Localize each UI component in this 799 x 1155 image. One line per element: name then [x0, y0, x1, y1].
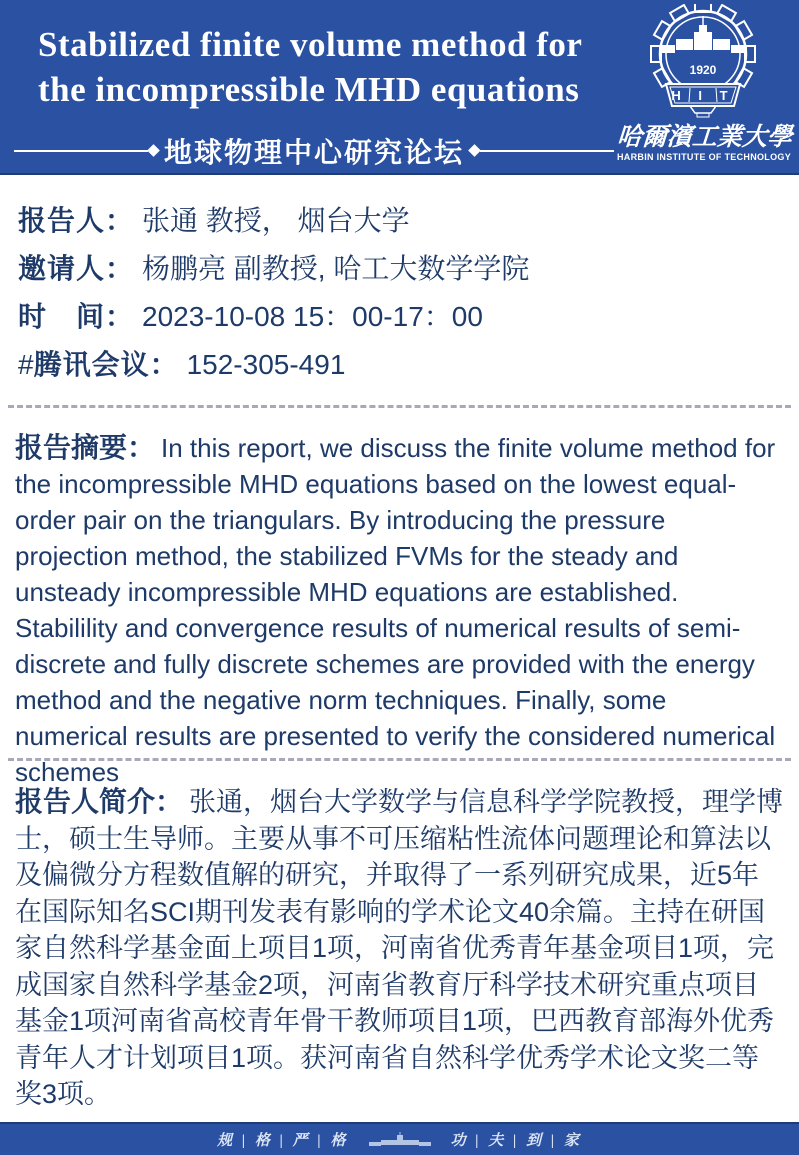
forum-banner: [14, 131, 614, 171]
divider-dashed-bottom: [8, 758, 791, 761]
motto-left: 规 | 格 | 严 | 格: [217, 1133, 349, 1149]
info-label: 腾讯会议：: [33, 349, 179, 380]
info-value: 2023-10-08 15：00-17：00: [142, 301, 483, 332]
footer-bar: [0, 1122, 799, 1155]
forum-rule-right: [480, 150, 614, 152]
logo-cn-name: 哈爾濱工業大學: [616, 124, 793, 151]
motto-right: 功 | 夫 | 到 | 家: [450, 1133, 582, 1149]
bio-label: 报告人简介：: [15, 786, 184, 817]
emblem-hit-text: H I T: [671, 88, 735, 103]
logo-en-name: HARBIN INSTITUTE OF TECHNOLOGY: [617, 152, 791, 162]
info-label: 时 间：: [18, 301, 135, 332]
info-label: 报告人：: [18, 205, 135, 236]
info-label: 邀请人：: [18, 253, 135, 284]
header-banner: [0, 0, 799, 175]
abstract-label: 报告摘要：: [15, 432, 156, 463]
info-row-speaker: [18, 201, 783, 241]
info-value: 张通 教授， 烟台大学: [142, 205, 410, 236]
emblem-year-text: 1920: [689, 63, 717, 77]
forum-rule-left: [14, 150, 148, 152]
info-row-time: [18, 297, 783, 337]
info-row-meeting: [18, 345, 783, 385]
abstract-text: In this report, we discuss the finite volume method for the incompressible MHD equations based on the lowest equal-order pair on the triangulars. By introducing the pressure projection method, the stabilized FVMs for the steady and unsteady incompressible MHD equations are established. Stabilility and convergence results of numerical results of semi-discrete and fully discrete schemes are provided with the energy method and the negative norm techniques. Finally, some numerical results are presented to verify the considered numerical schemes: [15, 433, 776, 787]
forum-name: 地球物理中心研究论坛: [164, 137, 465, 168]
talk-info: [0, 175, 799, 393]
building-silhouette-icon: [369, 1132, 431, 1148]
abstract-section: [0, 430, 799, 790]
info-value: 杨鹏亮 副教授, 哈工大数学学院: [142, 253, 530, 284]
bio-text: 张通，烟台大学数学与信息科学学院教授，理学博士，硕士生导师。主要从事不可压缩粘性流体问题理论和算法以及偏微分方程数值解的研究，并取得了一系列研究成果，近5年在国际知名SCI期刊发表有影响的学术论文40余篇。主持在研国家自然科学基金面上项目1项，河南省优秀青年基金项目1项，完成国家自然科学基金2项，河南省教育厅科学技术研究重点项目基金1项河南省高校青年骨干教师项目1项，巴西教育部海外优秀青年人才计划项目1项。获河南省自然科学优秀学术论文奖二等奖3项。: [15, 787, 784, 1109]
hit-logo: [616, 2, 793, 163]
divider-dashed-top: [8, 405, 791, 408]
title-line-2: the incompressible MHD equations: [38, 70, 580, 109]
talk-title: [38, 22, 618, 112]
bio-section: [0, 784, 799, 1113]
info-prefix: #: [18, 349, 34, 380]
info-row-inviter: [18, 249, 783, 289]
hit-emblem-icon: [632, 4, 774, 124]
meeting-id: 152-305-491: [186, 349, 346, 380]
title-line-1: Stabilized finite volume method for: [38, 25, 583, 64]
